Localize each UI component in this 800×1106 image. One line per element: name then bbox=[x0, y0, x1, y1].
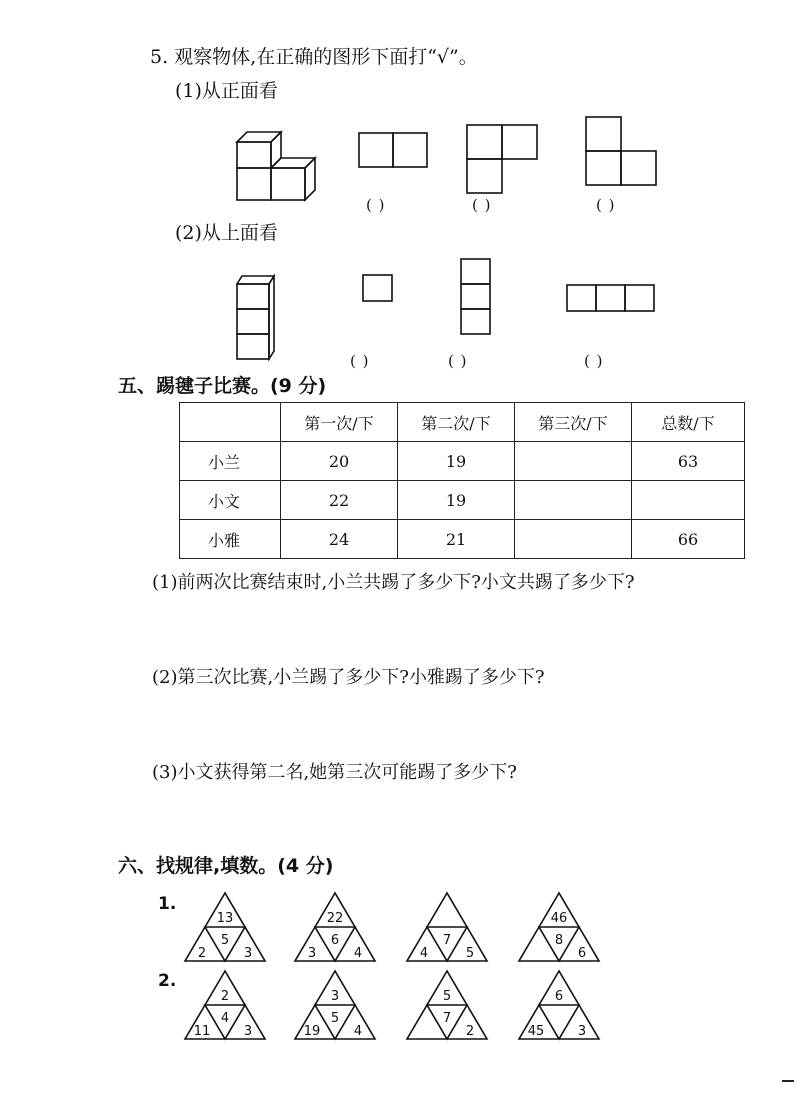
triangle-number-mid: 4 bbox=[220, 1011, 230, 1026]
section-5-heading: 五、踢毽子比赛。(9 分) bbox=[118, 375, 327, 397]
table-header-row bbox=[180, 403, 745, 442]
number-triangle bbox=[294, 970, 376, 1040]
triangle-number-mid: 6 bbox=[330, 933, 340, 948]
table-cell-blank[interactable] bbox=[632, 481, 745, 520]
table-header-cell bbox=[180, 403, 281, 442]
table-header-cell: 第三次/下 bbox=[515, 403, 632, 442]
triangle-number-top: 5 bbox=[442, 989, 452, 1004]
top-view-option-c bbox=[566, 284, 656, 312]
front-view-option-b bbox=[466, 124, 538, 194]
triangle-inner-divider bbox=[539, 1005, 579, 1039]
number-triangle bbox=[406, 892, 488, 962]
triangle-number-right: 2 bbox=[465, 1024, 475, 1039]
triangle-number-mid: 7 bbox=[442, 1011, 452, 1026]
front-view-option-c bbox=[585, 116, 657, 186]
score-table bbox=[179, 402, 745, 559]
row-name: 小兰 bbox=[180, 442, 281, 481]
number-triangle bbox=[184, 970, 266, 1040]
row-name: 小雅 bbox=[180, 520, 281, 559]
triangle-number-mid: 5 bbox=[330, 1011, 340, 1026]
triangle-number-left: 11 bbox=[193, 1024, 211, 1039]
table-header-cell: 总数/下 bbox=[632, 403, 745, 442]
table-cell: 66 bbox=[632, 520, 745, 559]
answer-blank[interactable]: ( ) bbox=[448, 352, 468, 370]
triangle-number-top: 13 bbox=[216, 911, 234, 926]
triangle-number-top: 22 bbox=[326, 911, 344, 926]
table-cell: 20 bbox=[281, 442, 398, 481]
triangle-number-right: 3 bbox=[577, 1024, 587, 1039]
triangle-number-right: 5 bbox=[465, 946, 475, 961]
answer-blank[interactable]: ( ) bbox=[350, 352, 370, 370]
row-1-label: 1. bbox=[158, 894, 177, 914]
table-header-cell: 第二次/下 bbox=[398, 403, 515, 442]
table-header-cell: 第一次/下 bbox=[281, 403, 398, 442]
table-row bbox=[180, 481, 745, 520]
triangle-number-top: 46 bbox=[550, 911, 568, 926]
triangle-number-top: 2 bbox=[220, 989, 230, 1004]
triangle-number-mid: 7 bbox=[442, 933, 452, 948]
number-triangle bbox=[518, 970, 600, 1040]
section-6-heading: 六、找规律,填数。(4 分) bbox=[118, 855, 334, 877]
triangle-number-left: 45 bbox=[527, 1024, 545, 1039]
table-cell: 19 bbox=[398, 442, 515, 481]
cube-stack-l-shape bbox=[236, 128, 320, 202]
front-view-option-a bbox=[358, 132, 428, 168]
table-cell: 21 bbox=[398, 520, 515, 559]
table-row bbox=[180, 442, 745, 481]
row-2-label: 2. bbox=[158, 971, 177, 991]
triangle-number-left: 3 bbox=[307, 946, 317, 961]
table-cell-blank[interactable] bbox=[515, 520, 632, 559]
question-3: (3)小文获得第二名,她第三次可能踢了多少下? bbox=[152, 762, 517, 783]
triangle-number-top: 3 bbox=[330, 989, 340, 1004]
part-1-label: (1)从正面看 bbox=[175, 80, 278, 102]
answer-blank[interactable]: ( ) bbox=[366, 196, 386, 214]
table-cell: 24 bbox=[281, 520, 398, 559]
table-cell: 63 bbox=[632, 442, 745, 481]
triangle-number-right: 6 bbox=[577, 946, 587, 961]
number-triangle bbox=[406, 970, 488, 1040]
table-cell: 22 bbox=[281, 481, 398, 520]
triangle-number-left: 2 bbox=[197, 946, 207, 961]
table-cell-blank[interactable] bbox=[515, 442, 632, 481]
row-name: 小文 bbox=[180, 481, 281, 520]
question-5-title: 5. 观察物体,在正确的图形下面打“√”。 bbox=[150, 46, 478, 68]
number-triangle bbox=[294, 892, 376, 962]
table-row bbox=[180, 520, 745, 559]
answer-blank[interactable]: ( ) bbox=[472, 196, 492, 214]
cube-stack-vertical bbox=[236, 274, 276, 362]
top-view-option-b bbox=[460, 258, 492, 338]
triangle-number-mid: 8 bbox=[554, 933, 564, 948]
question-1: (1)前两次比赛结束时,小兰共踢了多少下?小文共踢了多少下? bbox=[152, 572, 635, 593]
triangle-number-right: 4 bbox=[353, 946, 363, 961]
number-triangle bbox=[518, 892, 600, 962]
triangle-number-right: 4 bbox=[353, 1024, 363, 1039]
table-cell-blank[interactable] bbox=[515, 481, 632, 520]
triangle-number-mid: 5 bbox=[220, 933, 230, 948]
part-2-label: (2)从上面看 bbox=[175, 222, 278, 244]
triangle-number-right: 3 bbox=[243, 946, 253, 961]
answer-blank[interactable]: ( ) bbox=[584, 352, 604, 370]
triangle-number-left: 4 bbox=[419, 946, 429, 961]
triangle-number-left: 19 bbox=[303, 1024, 321, 1039]
question-2: (2)第三次比赛,小兰踢了多少下?小雅踢了多少下? bbox=[152, 667, 545, 688]
triangle-number-top: 6 bbox=[554, 989, 564, 1004]
top-view-option-a bbox=[362, 274, 394, 302]
page-edge-mark bbox=[782, 1080, 794, 1082]
table-cell: 19 bbox=[398, 481, 515, 520]
triangle-number-right: 3 bbox=[243, 1024, 253, 1039]
answer-blank[interactable]: ( ) bbox=[596, 196, 616, 214]
number-triangle bbox=[184, 892, 266, 962]
